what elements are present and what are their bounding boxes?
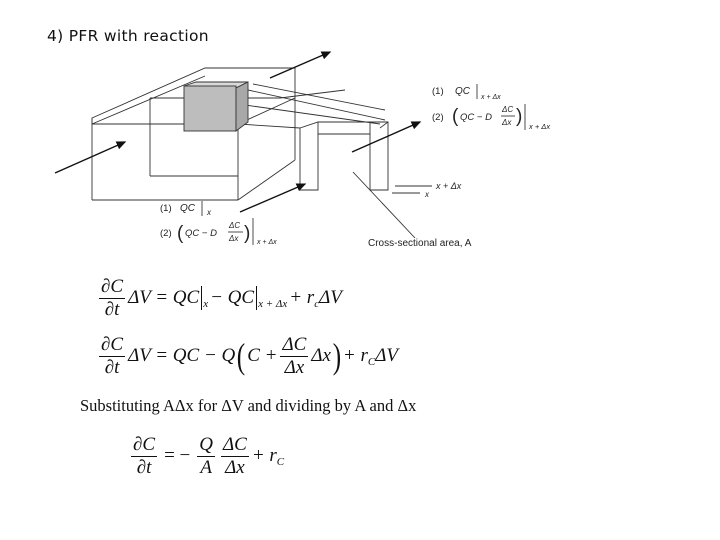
left-flux-2-num: (2)	[160, 228, 172, 239]
left-flux-1-num: (1)	[160, 203, 172, 214]
left-flux-1-expr: QC	[180, 203, 195, 214]
right-flux-2-num: (2)	[432, 112, 444, 123]
left-flux-2-eval: x + Δx	[257, 239, 277, 246]
eq1-eval1: x	[203, 298, 209, 311]
eq1-rsub: c	[314, 298, 320, 311]
eq2-plus: + r	[342, 345, 368, 367]
right-flux-2-eval: x + Δx	[529, 122, 551, 131]
area-label: Cross-sectional area, A	[368, 238, 472, 249]
eq3-eq: = −	[164, 445, 191, 467]
eq2-tail: ΔV	[375, 345, 398, 367]
eq3-rsub: C	[276, 456, 285, 469]
equation-3	[128, 434, 284, 479]
eq2-lhs: $\frac{\partial C}{\partial t}$	[101, 334, 124, 378]
right-outlet-arrow	[352, 122, 420, 152]
svg-text:(: (	[452, 106, 459, 127]
left-flux-1-eval: x	[207, 208, 211, 217]
cross-section	[300, 122, 432, 238]
svg-text:): )	[516, 106, 523, 127]
svg-text:(: (	[177, 223, 184, 244]
eq3-lhs: $\frac{\partial C}{\partial t}$	[133, 434, 156, 478]
right-flux-2-pre: QC − D	[460, 112, 492, 123]
svg-text:): )	[244, 223, 251, 244]
eq1-lhs: $\frac{\partial C}{\partial t}$	[101, 276, 124, 320]
equation-1	[96, 276, 342, 321]
eq1-mid: − QC	[210, 287, 255, 309]
eq2-rsub: C	[367, 356, 376, 369]
lower-flow-arrow	[240, 184, 305, 212]
substitution-text: Substituting AΔx for ΔV and dividing by A and Δx	[80, 396, 417, 415]
left-flux-2-pre: QC − D	[185, 228, 217, 239]
right-flux-labels	[424, 84, 550, 199]
flow-arrows	[55, 52, 420, 212]
eq2-mid: ΔV = QC − Q	[128, 345, 236, 367]
left-flux-labels	[160, 201, 277, 246]
right-x-label: x + Δx	[436, 181, 462, 191]
eq1-eval2: x + Δx	[258, 298, 288, 311]
eq1-dv: ΔV = QC	[128, 287, 200, 309]
right-flux-1-num: (1)	[432, 86, 444, 97]
eq3-frac-1: $\frac{Q}{A}$	[199, 434, 213, 478]
eq2-frac: $\frac{\Delta C}{\Delta x}$	[282, 334, 307, 378]
eq1-plus: + r	[289, 287, 315, 309]
right-x-base: x	[425, 190, 429, 199]
top-outlet-arrow	[270, 52, 330, 78]
equation-2: $\frac{\partial C}{\partial t}$ ΔV = QC − Q ( C + $\frac{\Delta C}{\Delta x}$ Δx ) + r C ΔV	[101, 334, 398, 378]
eq3-frac-2: $\frac{\Delta C}{\Delta x}$	[222, 434, 247, 478]
left-flux-2-frac-den: Δx	[229, 234, 239, 243]
eq1-tail: ΔV	[319, 287, 342, 309]
right-flux-1-expr: QC	[455, 86, 470, 97]
eq3-plus: + r	[251, 445, 277, 467]
eq2-dx: Δx	[311, 345, 331, 367]
slide-title: 4) PFR with reaction	[47, 27, 209, 45]
right-flux-1-eval: x + Δx	[481, 94, 501, 101]
right-flux-2-frac-num: ΔC	[502, 105, 514, 114]
eq2-c-plus: C +	[247, 345, 278, 367]
inlet-arrow	[55, 142, 125, 173]
control-volume	[184, 82, 248, 131]
left-flux-2-frac-num: ΔC	[229, 221, 241, 230]
right-flux-2-frac-den: Δx	[502, 118, 512, 127]
